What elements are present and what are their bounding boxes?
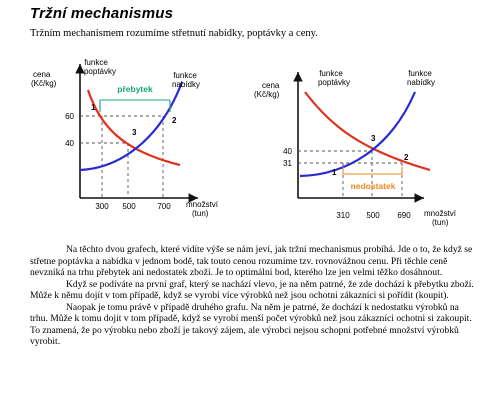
graph1-x-unit: (tun)	[192, 209, 209, 218]
graph1-xtick-500: 500	[122, 202, 136, 211]
graph2-shortage-label: nedostatek	[350, 181, 396, 191]
graph1-supply-label-2: nabídky	[171, 80, 201, 89]
graph2-xtick-690: 690	[397, 211, 411, 220]
graph1-point-3: 3	[132, 128, 137, 137]
graph1-y-label: cena	[33, 70, 51, 79]
graph2-supply-label-2: nabídky	[406, 78, 436, 87]
graph2-demand-label: funkce	[319, 69, 343, 78]
graph1-ytick-60: 60	[65, 112, 74, 121]
graph2-ytick-31: 31	[283, 159, 292, 168]
graph1-point-1: 1	[91, 103, 96, 112]
graph2-point-2: 2	[404, 153, 409, 162]
graph1-supply-label: funkce	[173, 71, 197, 80]
page-title: Tržní mechanismus	[30, 5, 174, 22]
graph1-xtick-300: 300	[95, 202, 109, 211]
graph1-demand-label: funkce	[84, 58, 108, 67]
graph2-xtick-500: 500	[366, 211, 380, 220]
paragraph-intro: Na těchto dvou grafech, které vidíte výše se nám jeví, jak tržní mechanismus probíhá. Jde o to, že když se střetne poptávka a nabídka v jednom bodě, tak touto cenou rozumíme tzv. rovnovážnou cenu. Při těchle ceně nevzniká na trhu přebytek ani nedostatek zboží. Je to optimální bod, kterého lze jen velmi těžko dosáhnout.	[30, 244, 473, 278]
graph2-demand-curve	[305, 92, 430, 170]
graph1-point-2: 2	[172, 116, 177, 125]
graph2-supply-label: funkce	[408, 69, 432, 78]
graph2-point-3: 3	[371, 134, 376, 143]
graph1-y-unit: (Kč/kg)	[31, 79, 57, 88]
graph1-surplus-label: přebytek	[117, 84, 153, 94]
graph2-demand-label-2: poptávky	[317, 78, 351, 87]
graph2-x-unit: (tun)	[432, 218, 449, 227]
graph2-point-1: 1	[332, 168, 337, 177]
paragraph-shortage: Naopak je tomu právě v případě druhého grafu. Na něm je patrné, že dochází k nedostatku výrobků na trhu. Může k tomu dojít v tom případě, když se vyrobí menší počet výrobků než jsou zákazníci ochotni si zakoupit. To znamená, že po výrobku nebo zboží je takový zájem, ale výrobci nejsou schopni potřebné množství výrobků vyrobit.	[30, 301, 472, 347]
paragraph-surplus: Když se podíváte na první graf, který se nachází vlevo, je na něm patrné, že zde dochází k přebytku zboží. Může k němu dojít v tom případě, když se vyrobí více výrobků než jsou ochotni zákazníci si pořídit (koupit).	[30, 278, 474, 301]
graph2-shortage-bracket	[343, 167, 402, 174]
graph2-x-label: množství	[424, 209, 457, 218]
graph2-ytick-40: 40	[283, 147, 292, 156]
graph1-xtick-700: 700	[157, 202, 171, 211]
graph1-ytick-40: 40	[65, 139, 74, 148]
body-text	[30, 244, 476, 348]
graph2-xtick-310: 310	[336, 211, 350, 220]
graph2-y-label: cena	[262, 81, 280, 90]
graph1-x-label: množství	[186, 200, 219, 209]
graph1-demand-label-2: poptávky	[83, 67, 117, 76]
page-subtitle: Tržním mechanismem rozumíme střetnutí nabídky, poptávky a ceny.	[30, 28, 318, 39]
graph2-y-unit: (Kč/kg)	[254, 90, 280, 99]
